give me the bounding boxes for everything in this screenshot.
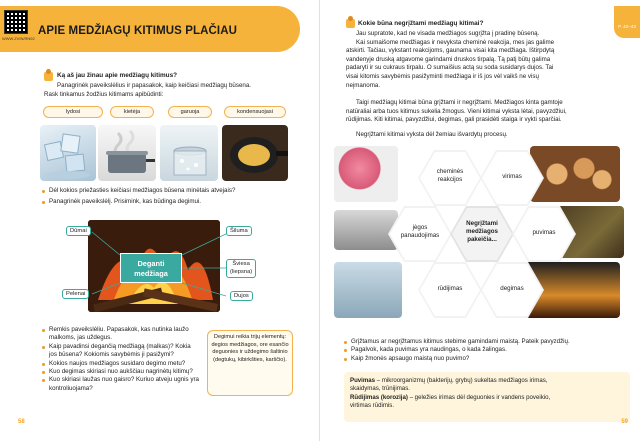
list-item: Grįžtamus ar negrįžtamus kitimus stebime gamindami maistą. Pateik pavyzdžių.: [344, 338, 630, 346]
label-smoke: Dūmai: [66, 226, 91, 236]
bottom-bullet-list: [42, 326, 200, 393]
definition-2: [350, 394, 624, 402]
intro-line-2: Rask tinkamus žodžius kitimams apibūdinti:: [44, 91, 164, 98]
center-line-2: medžiagos: [466, 228, 498, 235]
chem-line-1: cheminės: [436, 168, 464, 175]
list-item: Dėl kokios priežasties keičiasi medžiagos būsena minėtais atvejais?: [42, 187, 292, 195]
question-heading: Kokie būna negrįžtami medžiagų kitimai?: [358, 20, 484, 27]
definitions-box: [344, 372, 630, 422]
p1-line: vandenyje druską atgavome garindami druskos tirpalą. Tą patį būtų galima: [346, 55, 551, 63]
def-puvimas-2: skaidymas, trūnijimas.: [350, 385, 410, 393]
list-item: Kaip žmonės apsaugo maistą nuo puvimo?: [344, 355, 630, 363]
chip-kieteja: kietėja: [110, 106, 154, 118]
chip-kondensuojasi: kondensuojasi: [224, 106, 286, 118]
hex-text-virimas: virimas: [502, 173, 522, 180]
p2-line: rūdijimas. Kiti kitimai, pavyzdžiui, degimas, gali prasidėti staiga ir vykti sparčiai.: [346, 116, 562, 124]
def-rudijimas-2: virtimas rūdimis.: [350, 402, 395, 410]
hex-text-center: [450, 220, 514, 244]
right-bullet-list: [344, 338, 630, 363]
p1-line: neįmanoma.: [346, 81, 381, 89]
rust-photo: [334, 262, 402, 318]
hex-text-degimas: degimas: [500, 285, 524, 292]
question-heading: Ką aš jau žinau apie medžiagų kitimus?: [57, 72, 178, 79]
p2-line: natūraliai arba tuos kitimus sukelia žmogus. Vieni kitimai vyksta lėtai, pavyzdžiui,: [346, 107, 567, 115]
def-puvimas: – mikroorganizmų (bakterijų, grybų) sukeltas medžiagos irimas,: [375, 377, 548, 384]
center-line-1: Deganti: [137, 259, 165, 268]
paragraph-3: Negrįžtami kitimai vyksta dėl žemiau išvardytų procesų.: [356, 131, 508, 138]
light-line-2: (liepsna): [230, 269, 253, 275]
p1-line: padaryti ir su cukraus tirpalu. O sumaišius actą su soda susidarys dujos. Tai: [346, 64, 554, 72]
list-item: Kokios naujos medžiagos susidaro degimo metu?: [42, 360, 200, 368]
list-item: Remkis paveikslėliu. Papasakok, kas nutinka laužo malkoms, jas uždegus.: [42, 326, 200, 343]
chem-line-2: reakcijos: [437, 176, 463, 183]
hex-text-chem: [418, 168, 482, 184]
jegos-line-1: jėgos: [412, 224, 428, 231]
hex-text-jegos: [388, 224, 452, 240]
p1-line: Jau supratote, kad ne visada medžiagos sugrįžta į pradinę būseną.: [356, 30, 540, 37]
hex-text-rudijimas: rūdijimas: [437, 285, 463, 292]
list-item: Panagrinėk paveikslėlį. Prisimink, kas būdinga degimui.: [42, 198, 292, 206]
page-number-left: 58: [18, 419, 25, 425]
chip-garuoja: garuoja: [168, 106, 212, 118]
p1-line: Kai sumaišome medžiagas ir nevyksta cheminė reakcija, mes jas galime: [356, 38, 555, 46]
paragraph-1: [346, 30, 612, 90]
page-number-right: 59: [621, 419, 628, 425]
hex-text-puvimas: puvimas: [532, 229, 556, 236]
balloon-photo: [334, 146, 398, 202]
intro-line-1: Panagrinėk paveikslėlius ir papasakok, kaip keičiasi medžiagų būsena.: [57, 82, 251, 89]
p1-line: visai kitomis savybėmis pasižyminti medžiaga ir iš jos vėl vaikš ne visų: [346, 72, 539, 80]
label-gases: Dujos: [230, 291, 253, 301]
label-ash: Pelenai: [62, 289, 89, 299]
combustion-note: Degimui reikia trijų elementų: degios medžiagos, ore esančio deguonies ir uždegimo šaltinio (degtukų, kibirkšties, karščio).: [207, 330, 293, 396]
label-light: [226, 259, 256, 278]
chip-lydosi: lydosi: [43, 106, 103, 118]
term-puvimas: Puvimas: [350, 377, 376, 384]
list-item: Kuo skiriasi laužas nuo gaisro? Kuriuo atveju ugnis yra kontroliuojama?: [42, 376, 200, 393]
list-item: Kuo degimas skiriasi nuo aukščiau nagrinėtų kitimų?: [42, 368, 200, 376]
list-item: Pagalvok, kada puvimas yra naudingas, o kada žalingas.: [344, 346, 630, 354]
center-line-3: pakeičia...: [467, 236, 497, 243]
term-rudijimas: Rūdijimas (korozija): [350, 393, 408, 401]
label-heat: Šiluma: [226, 226, 252, 236]
hex-diagram: [334, 146, 634, 322]
right-page: [320, 0, 640, 441]
center-line-1: Negrįžtami: [466, 220, 498, 227]
jegos-line-2: panaudojimas: [400, 232, 440, 239]
paragraph-2: [346, 99, 612, 125]
def-rudijimas: – geležies irimas dėl deguonies ir vandens poveikio,: [407, 393, 551, 401]
corner-tab: [614, 6, 640, 38]
light-line-1: Šviesa: [232, 261, 250, 267]
question-icon: [346, 19, 355, 28]
p2-line: Taigi medžiagų kitimai būna grįžtami ir negrįžtami. Medžiagos kinta gamtoje: [356, 99, 563, 106]
p1-line: atskirti. Tačiau, vykstant reakcijoms, gaunama visai kita medžiaga. Ištirpdytą: [346, 47, 555, 55]
page-title: APIE MEDŽIAGŲ KITIMUS PLAČIAU: [38, 25, 238, 37]
center-line-2: medžiaga: [134, 269, 168, 278]
corner-tab-text: P. 42–43: [618, 24, 636, 29]
qr-caption: WWW.ZVIN/RN92: [2, 36, 35, 41]
list-item: Kaip pavadinsi degančią medžiagą (malkas)? Kokia jos būsena? Kokiomis savybėmis ji pasižymi?: [42, 343, 200, 360]
definition-1: [350, 377, 624, 385]
